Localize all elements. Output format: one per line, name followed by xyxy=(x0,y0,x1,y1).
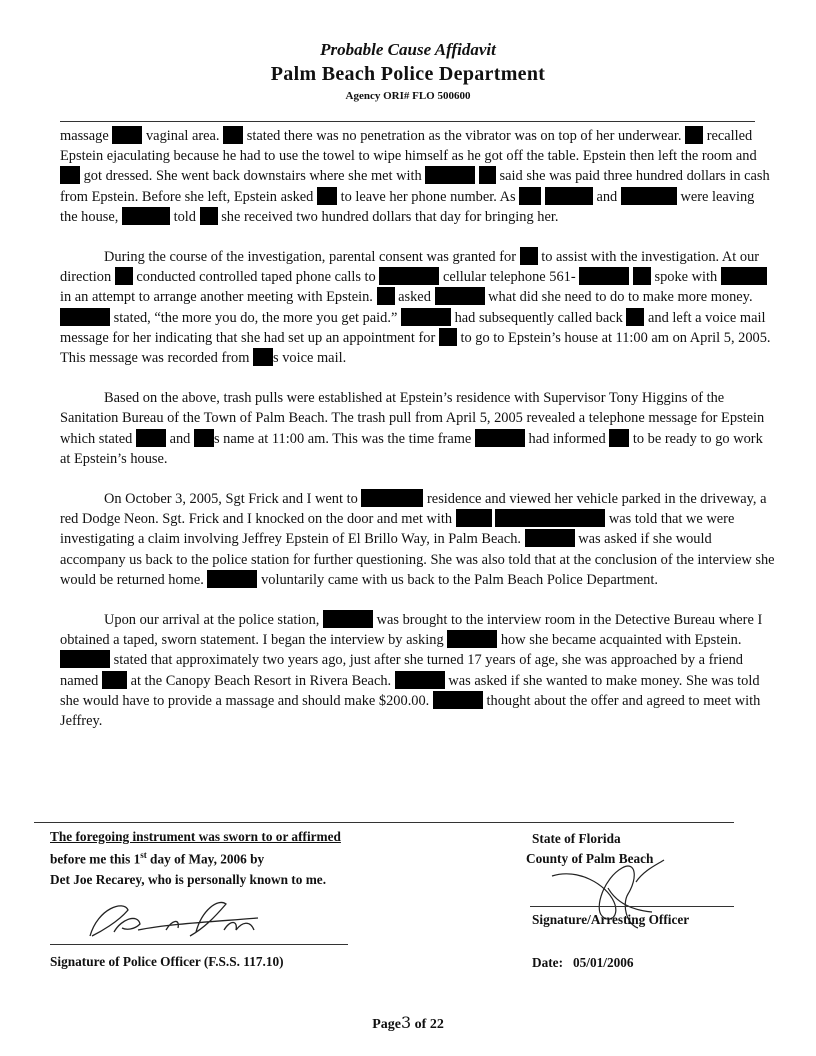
redaction xyxy=(361,489,423,507)
text-span: got dressed. She went back downstairs where she met with xyxy=(83,168,422,185)
text-span: conducted controlled taped phone calls to xyxy=(136,269,376,286)
redaction xyxy=(102,671,127,689)
redaction xyxy=(112,126,142,144)
text-span: was asked if she wanted to make money. She was told she would have to provide a massage and should make $200.00. xyxy=(60,672,760,709)
redaction xyxy=(223,126,243,144)
text-span: vaginal area. xyxy=(145,128,220,144)
redaction xyxy=(447,630,497,648)
redaction xyxy=(633,267,651,285)
current-page: 3 xyxy=(400,1013,412,1032)
document-type-title: Probable Cause Affidavit xyxy=(320,40,496,59)
redaction xyxy=(433,691,483,709)
ordinal-suffix: st xyxy=(140,850,147,860)
redaction xyxy=(456,509,492,527)
page-number xyxy=(0,1013,816,1033)
redaction xyxy=(401,308,451,326)
redaction xyxy=(520,247,538,265)
text-span: massage xyxy=(60,128,109,144)
redaction xyxy=(395,671,445,689)
agency-title: Palm Beach Police Department xyxy=(270,63,546,85)
total-pages: 22 xyxy=(429,1017,444,1032)
text-span: to leave her phone number. As xyxy=(340,188,516,205)
redaction xyxy=(721,267,767,285)
text-span: stated that approximately two years ago, just after she turned 17 years of age, she was approached by a friend named xyxy=(60,652,743,689)
redaction xyxy=(377,287,395,305)
text-span: were leaving the house, xyxy=(60,188,755,225)
redaction xyxy=(435,287,485,305)
officer-signature-scribble xyxy=(78,888,278,950)
redaction xyxy=(60,166,80,184)
redaction xyxy=(545,187,593,205)
text-span: s name at 11:00 am. This was the time frame xyxy=(213,430,472,447)
text-span: in an attempt to arrange another meeting with Epstein. xyxy=(60,289,373,306)
paragraph-4 xyxy=(60,489,775,590)
page-of: of xyxy=(414,1017,427,1032)
redaction xyxy=(115,267,133,285)
paragraph-1 xyxy=(60,126,775,227)
redaction xyxy=(207,570,257,588)
sworn-statement-line-2 xyxy=(50,850,264,867)
text-span: thought about the offer and agreed to meet with Jeffrey. xyxy=(60,692,761,730)
text-span: had informed xyxy=(528,430,606,447)
text-span: On October 3, 2005, Sgt Frick and I went to xyxy=(104,491,358,508)
paragraph-2 xyxy=(60,247,775,368)
date-value: 05/01/2006 xyxy=(573,955,634,970)
redaction xyxy=(317,187,337,205)
text-span: to be ready to go work at Epstein’s house. xyxy=(60,430,763,467)
text-span: residence and viewed her vehicle parked in the driveway, a red Dodge Neon. Sgt. Frick and I knocked on the door and met with xyxy=(60,491,767,528)
text-span: had subsequently called back xyxy=(454,309,623,326)
redaction xyxy=(194,429,214,447)
redaction xyxy=(579,267,629,285)
text-span: Based on the above, trash pulls were established at Epstein’s residence with Supervisor Tony Higgins of the Sanitation Bureau of the Town of Palm Beach. The trash pull from April 5, 2005 revealed a telephone message for Epstein which stated xyxy=(60,390,765,447)
redaction xyxy=(479,166,496,184)
text-span: Upon our arrival at the police station, xyxy=(104,612,320,629)
officer-signature-line xyxy=(50,944,348,945)
arresting-officer-label: Signature/Arresting Officer xyxy=(532,912,690,927)
redaction xyxy=(136,429,166,447)
redaction xyxy=(200,207,218,225)
sworn-statement-line-1: The foregoing instrument was sworn to or affirmed xyxy=(50,829,341,844)
text-span: to go to Epstein’s house at 11:00 am on April 5, 2005. This message was recorded from xyxy=(60,329,771,367)
redaction xyxy=(253,348,273,366)
text-span: s voice mail. xyxy=(273,350,347,367)
text-span: recalled Epstein ejaculating because he had to use the towel to wipe himself as he got off the table. Epstein then left the room and xyxy=(60,128,757,165)
state-label: State of Florida xyxy=(532,831,621,846)
text-span: During the course of the investigation, parental consent was granted for xyxy=(104,249,517,266)
text-span: and left a voice mail message for her indicating that she had set up an appointment for xyxy=(60,309,766,346)
paragraph-5 xyxy=(60,610,775,731)
sworn-text: before me this 1 xyxy=(50,851,141,867)
text-span: at the Canopy Beach Resort in Rivera Beach. xyxy=(130,672,392,689)
text-span: stated there was no penetration as the vibrator was on top of her underwear. xyxy=(246,128,682,144)
affidavit-body xyxy=(60,126,775,751)
redaction xyxy=(323,610,373,628)
redaction xyxy=(122,207,170,225)
redaction xyxy=(609,429,629,447)
footer-top-rule xyxy=(34,822,734,823)
signature-date xyxy=(532,955,634,971)
redaction xyxy=(60,650,110,668)
officer-signature-label: Signature of Police Officer (F.S.S. 117.10) xyxy=(50,954,284,969)
text-span: was asked if she would accompany us back to the police station for further questioning. She was also told that at the conclusion of the interview she would be returned home. xyxy=(60,531,775,588)
sworn-text: day of May, 2006 by xyxy=(146,851,265,867)
redaction xyxy=(519,187,541,205)
text-span: and xyxy=(596,188,618,205)
redaction xyxy=(475,429,525,447)
text-span: she received two hundred dollars that day for bringing her. xyxy=(221,208,559,225)
county-label: County of Palm Beach xyxy=(526,851,654,866)
text-span: cellular telephone 561- xyxy=(442,269,576,286)
text-span: was told that we were investigating a claim involving Jeffrey Epstein of El Brillo Way, in Palm Beach. xyxy=(60,511,735,548)
paragraph-3 xyxy=(60,388,775,469)
text-span: how she became acquainted with Epstein. xyxy=(500,632,742,649)
redaction xyxy=(495,509,605,527)
redaction xyxy=(626,308,644,326)
redaction xyxy=(685,126,703,144)
text-span: voluntarily came with us back to the Palm Beach Police Department. xyxy=(261,571,658,588)
redaction xyxy=(525,529,575,547)
redaction xyxy=(439,328,457,346)
text-span: spoke with xyxy=(654,269,718,286)
text-span: what did she need to do to make more money. xyxy=(488,289,753,306)
text-span: asked xyxy=(398,289,431,306)
text-span: told xyxy=(173,208,196,225)
sworn-statement-line-3: Det Joe Recarey, who is personally known to me. xyxy=(50,872,327,887)
redaction xyxy=(621,187,677,205)
redaction xyxy=(425,166,475,184)
text-span: to assist with the investigation. At our direction xyxy=(60,249,760,286)
date-label: Date: xyxy=(532,955,564,970)
text-span: and xyxy=(169,430,191,447)
redaction xyxy=(379,267,439,285)
header-rule xyxy=(60,121,755,122)
page-label: Page xyxy=(372,1017,401,1032)
text-span: stated, “the more you do, the more you get paid.” xyxy=(113,309,398,326)
redaction xyxy=(60,308,110,326)
text-span: said she was paid three hundred dollars in cash from Epstein. Before she left, Epstein asked xyxy=(60,168,770,205)
agency-ori: Agency ORI# FLO 500600 xyxy=(345,90,471,102)
arresting-signature-line xyxy=(530,906,734,907)
text-span: was brought to the interview room in the Detective Bureau where I obtained a taped, sworn statement. I began the interview by asking xyxy=(60,612,763,649)
